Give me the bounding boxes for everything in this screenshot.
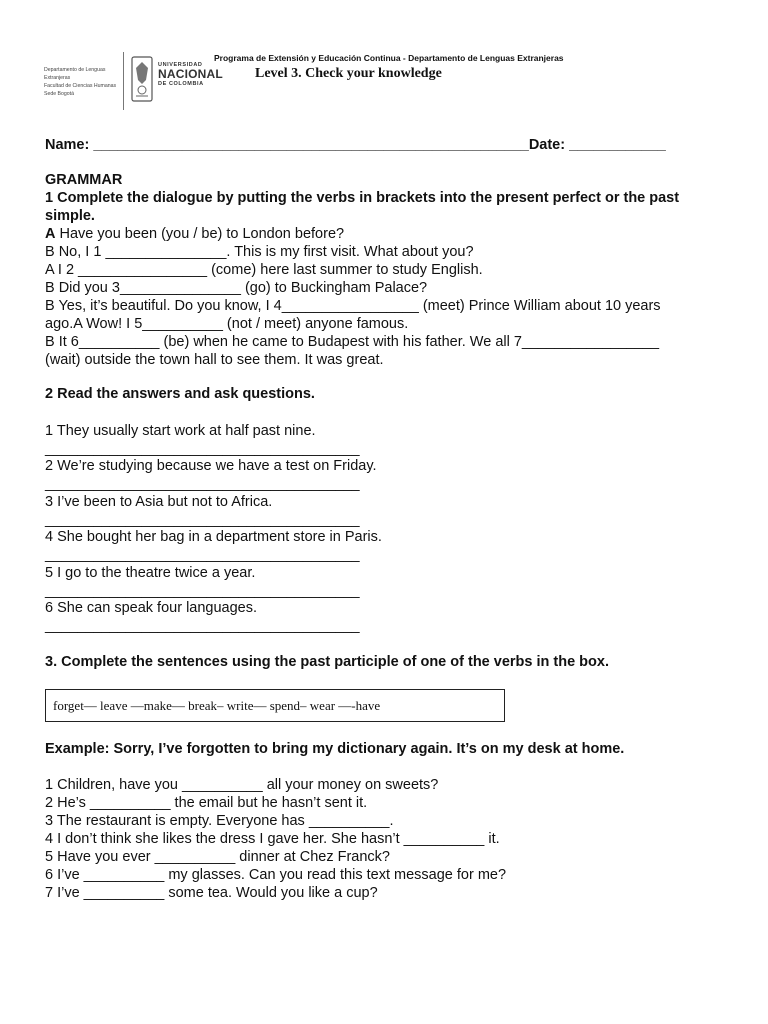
speaker-a: A [45,226,56,242]
university-seal-icon [128,54,156,106]
dialogue-line: B Did you 3_______________ (go) to Buckingham Palace? [45,280,428,296]
answer-line: _______________________________________ [45,618,360,634]
level-title: Level 3. Check your knowledge [255,66,442,81]
department-lines [44,66,120,98]
task3-item: 6 I’ve __________ my glasses. Can you read this text message for me? [45,867,507,883]
answer-line: _______________________________________ [45,512,360,528]
logo-uni-1: UNIVERSIDAD [158,62,203,68]
university-name [158,62,223,87]
dialogue-line: B No, I 1 _______________. This is my first visit. What about you? [45,244,474,260]
program-title: Programa de Extensión y Educación Continua - Departamento de Lenguas Extranjeras [214,53,564,63]
task3-item: 3 The restaurant is empty. Everyone has __________. [45,813,394,829]
logo-uni-3: DE COLOMBIA [158,81,204,87]
logo-line-1: Departamento de Lenguas Extranjeras [44,67,106,81]
answer-line: _______________________________________ [45,583,360,599]
task3-item: 1 Children, have you __________ all your money on sweets? [45,777,439,793]
task2-item: 4 She bought her bag in a department store in Paris. [45,529,382,545]
answer-line: _______________________________________ [45,547,360,563]
logo-line-3: Sede Bogotá [44,91,74,97]
task3-item: 2 He’s __________ the email but he hasn’t sent it. [45,795,368,811]
dialogue-a-text: Have you been (you / be) to London before? [55,226,345,242]
task2-item: 3 I’ve been to Asia but not to Africa. [45,494,273,510]
task3-item: 7 I’ve __________ some tea. Would you like a cup? [45,885,378,901]
answer-line: _______________________________________ [45,441,360,457]
task1-title-line2: simple. [45,208,95,224]
task3-item: 4 I don’t think she likes the dress I gave her. She hasn’t __________ it. [45,831,500,847]
logo-uni-2: NACIONAL [158,67,223,81]
university-logo [44,52,223,110]
task3-title: 3. Complete the sentences using the past participle of one of the verbs in the box. [45,654,609,670]
logo-divider [123,52,124,110]
task3-example: Example: Sorry, I’ve forgotten to bring my dictionary again. It’s on my desk at home. [45,741,625,757]
dialogue-line: (wait) outside the town hall to see them. It was great. [45,352,384,368]
dialogue-line-a [45,225,344,243]
task2-item: 5 I go to the theatre twice a year. [45,565,256,581]
dialogue-line: ago.A Wow! I 5__________ (not / meet) anyone famous. [45,316,409,332]
task3-item: 5 Have you ever __________ dinner at Chez Franck? [45,849,390,865]
dialogue-line: A I 2 ________________ (come) here last summer to study English. [45,262,483,278]
answer-line: _______________________________________ [45,476,360,492]
task2-title: 2 Read the answers and ask questions. [45,386,315,402]
verb-box-text: forget— leave —make— break– write— spend– wear —-have [53,698,381,713]
task2-item: 6 She can speak four languages. [45,600,258,616]
logo-line-2: Facultad de Ciencias Humanas [44,83,117,89]
task2-item: 2 We’re studying because we have a test on Friday. [45,458,377,474]
task1-title-line1: 1 Complete the dialogue by putting the verbs in brackets into the present perfect or the past [45,190,680,206]
verb-box [45,689,505,722]
name-date-line: Name: ______________________________________________________Date: ____________ [45,137,666,153]
task2-item: 1 They usually start work at half past nine. [45,423,316,439]
dialogue-line: B It 6__________ (be) when he came to Budapest with his father. We all 7_________________ [45,334,660,350]
grammar-heading: GRAMMAR [45,172,123,188]
dialogue-line: B Yes, it’s beautiful. Do you know, I 4_________________ (meet) Prince William about 10 years [45,298,661,314]
